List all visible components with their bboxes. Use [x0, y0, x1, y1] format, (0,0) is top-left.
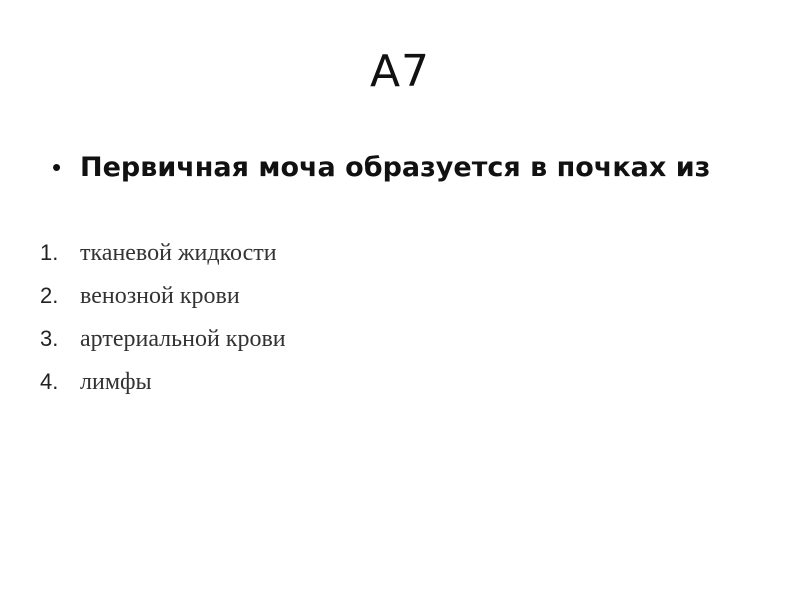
answer-option-2	[40, 283, 286, 326]
bullet-icon: •	[52, 152, 62, 182]
option-number: 1.	[40, 240, 59, 265]
option-number: 3.	[40, 326, 59, 351]
question	[52, 148, 752, 188]
answer-option-4	[40, 369, 286, 412]
question-text: Первичная моча образуется в почках из	[80, 152, 711, 183]
option-number: 2.	[40, 283, 59, 308]
option-number: 4.	[40, 369, 59, 394]
option-text: венозной крови	[80, 283, 240, 309]
option-text: тканевой жидкости	[80, 240, 277, 266]
slide-title: А7	[369, 46, 431, 97]
option-text: лимфы	[80, 369, 152, 395]
option-text: артериальной крови	[80, 326, 286, 352]
answer-option-3	[40, 326, 286, 369]
answer-option-1	[40, 240, 286, 283]
answer-options-list	[40, 240, 286, 412]
